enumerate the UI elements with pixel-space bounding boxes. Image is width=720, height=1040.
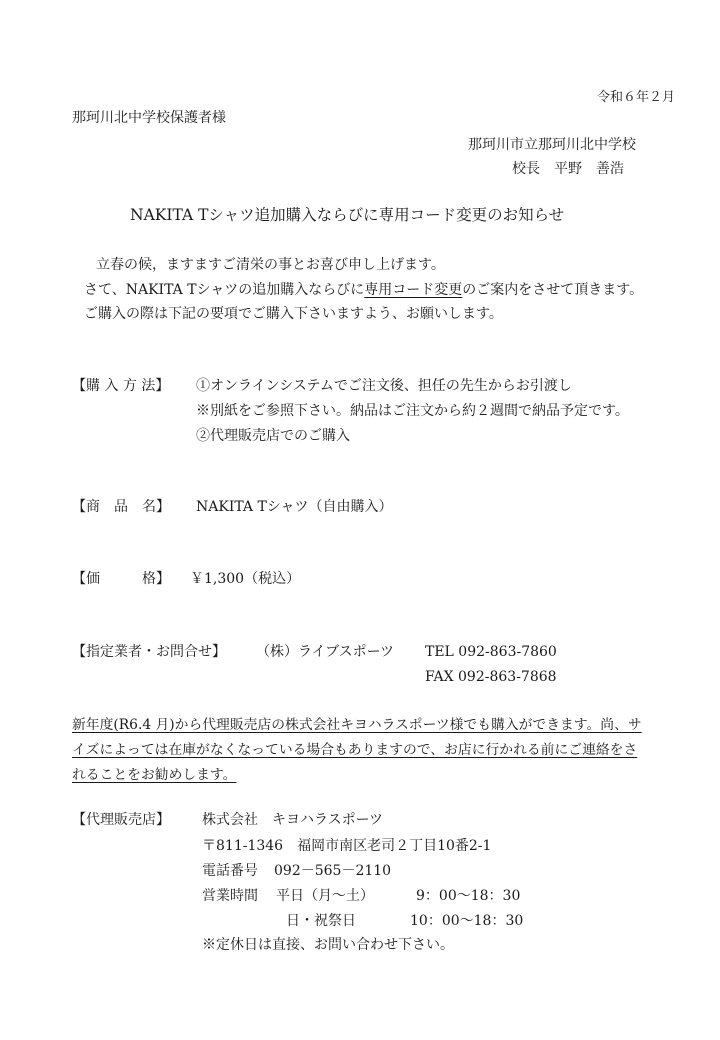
agency-phone: 092－565－2110 [274,863,392,879]
intro-line-3: ご購入の際は下記の要項でご購入下さいますよう、お願いします。 [84,306,503,322]
intro-line-2 [84,281,643,299]
agency-weekday-label: 平日（月～土） [276,888,374,904]
intro-line-2-underlined: 専用コード変更 [364,282,463,298]
document-title: NAKITA Tシャツ追加購入ならびに専用コード変更のお知らせ [130,206,565,224]
product-value: NAKITA Tシャツ（自由購入） [196,499,393,515]
agency-name: 株式会社 キヨハラスポーツ [202,812,384,828]
sender-principal: 校長 平野 善浩 [512,161,624,177]
agency-holiday-hours: 10：00～18：30 [410,913,524,929]
agency-hours-label: 営業時間 [202,888,258,904]
price-value: ￥1,300（税込） [190,571,301,587]
product-label: 【商 品 名】 [72,499,170,515]
contact-label: 【指定業者・お問合せ】 [72,644,226,660]
contact-tel: TEL 092-863-7860 [425,644,557,660]
agency-label: 【代理販売店】 [72,812,170,828]
agency-weekday-hours: 9：00～18：30 [416,888,521,904]
intro-line-2-post: のご案内をさせて頂きます。 [462,282,644,298]
intro-line-1: 立春の候，ますますご清栄の事とお喜び申し上げます。 [96,257,445,273]
document-date: 令和６年２月 [597,90,676,105]
price-label: 【価 格】 [72,571,170,587]
purchase-method-item-1: ①オンラインシステムでご注文後、担任の先生からお引渡し [196,378,572,394]
intro-line-2-pre: さて、NAKITA Tシャツの追加購入ならびに [84,282,365,298]
notice-line-3: れることをお勧めします。 [72,767,237,783]
agency-holiday-label: 日・祝祭日 [286,913,356,929]
notice-line-2: イズによっては在庫がなくなっている場合もありますので、お店に行かれる前にご連絡をさ [72,742,638,758]
agency-phone-label: 電話番号 [202,863,258,879]
purchase-method-label: 【購 入 方 法】 [72,378,170,394]
contact-fax: FAX 092-863-7868 [425,669,557,685]
recipient: 那珂川北中学校保護者様 [72,110,226,126]
agency-note: ※定休日は直接、お問い合わせ下さい。 [202,937,454,953]
agency-address: 〒811-1346 福岡市南区老司２丁目10番2-1 [202,838,492,854]
contact-company: （株）ライブスポーツ [256,644,395,660]
notice-line-1: 新年度(R6.4 月)から代理販売店の株式会社キヨハラスポーツ様でも購入ができます。尚、サ [72,717,642,733]
purchase-method-note: ※別紙をご参照下さい。納品はご注文から約２週間で納品予定です。 [196,403,629,419]
sender-school: 那珂川市立那珂川北中学校 [468,137,636,153]
purchase-method-item-2: ②代理販売店でのご購入 [196,428,350,444]
